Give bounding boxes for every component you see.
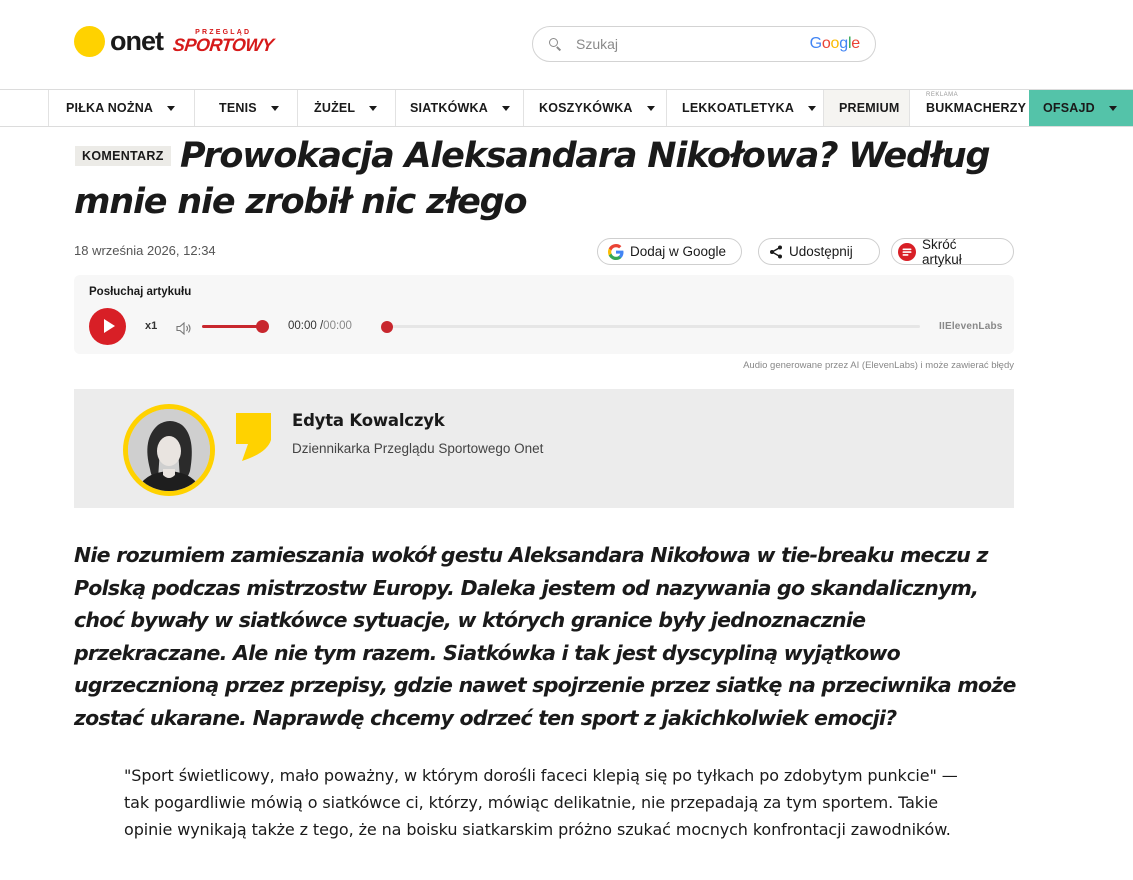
category-badge[interactable]: KOMENTARZ: [75, 146, 171, 166]
nav-item-siatkowka[interactable]: [395, 90, 523, 126]
author-name[interactable]: Edyta Kowalczyk: [292, 411, 445, 430]
add-google-label: Dodaj w Google: [630, 244, 727, 259]
audio-title: Posłuchaj artykułu: [89, 286, 192, 298]
volume-icon[interactable]: [176, 320, 192, 339]
przeglad-sportowy-logo[interactable]: [173, 29, 273, 54]
add-google-button[interactable]: [597, 238, 742, 265]
nav-item-label-wrap: [926, 92, 1027, 115]
chevron-down-icon: [369, 106, 377, 111]
volume-slider[interactable]: [202, 325, 264, 328]
site-header: [0, 0, 1133, 90]
nav-item-label: OFSAJD: [1043, 101, 1095, 115]
elevenlabs-logo: IIElevenLabs: [939, 321, 1003, 332]
time-display: 00:00 /00:00: [288, 320, 352, 332]
article-lead: Nie rozumiem zamieszania wokół gestu Aleksandara Nikołowa w tie-breaku meczu z Polską podczas mistrzostw Europy. Daleka jestem od nazywania go skandalicznym, choć bywały w siatkówce sytuacje, w których granice były jednoznacznie przekraczane. Ale nie tym razem. Siatkówka i tak jest dyscypliną wyjątkowo ugrzecznioną przez przepisy, gdzie nawet spojrzenie przez siatkę na przeciwnika może zostać ukarane. Naprawdę chcemy odrzeć ten sport z jakichkolwiek emocji?: [74, 543, 1016, 730]
author-role: Dziennikarka Przeglądu Sportowego Onet: [292, 441, 544, 456]
nav-item-label: TENIS: [219, 101, 257, 115]
nav-item-label: BUKMACHERZY: [926, 101, 1027, 115]
chevron-down-icon: [271, 106, 279, 111]
nav-item-bukmacherzy[interactable]: [909, 90, 1029, 126]
nav-item-lekkoatletyka[interactable]: [666, 90, 823, 126]
search-bar[interactable]: [532, 26, 876, 62]
article-paragraph: "Sport świetlicowy, mało poważny, w którym dorośli faceci klepią się po tyłkach po zdobytym punkcie" — tak pogardliwie mówią o siatkówce ci, którzy, mówiąc delikatnie, nie przepadają za tym sportem. Takie opinie wynikają także z tego, że na boisku siatkarskim próżno szukać mocnych konfrontacji zawodników.: [124, 766, 958, 839]
nav-item-label: KOSZYKÓWKA: [539, 101, 633, 115]
ps-logo-main: SPORTOWY: [171, 35, 275, 55]
nav-item-label: ŻUŻEL: [314, 101, 356, 115]
nav-item-pilka-nozna[interactable]: [48, 90, 194, 126]
onet-logo-dot: [74, 26, 105, 57]
progress-knob[interactable]: [381, 321, 393, 333]
chevron-down-icon: [502, 106, 510, 111]
search-input[interactable]: [576, 36, 776, 52]
nav-item-premium[interactable]: [823, 90, 909, 126]
duration: 00:00: [323, 320, 352, 332]
main-nav: [0, 89, 1133, 127]
onet-logo[interactable]: [74, 26, 273, 57]
nav-item-koszykowka[interactable]: [523, 90, 666, 126]
chevron-down-icon: [167, 106, 175, 111]
nav-item-ofsajd[interactable]: [1029, 90, 1133, 126]
nav-item-label: PREMIUM: [839, 101, 900, 115]
onet-logo-text: onet: [110, 26, 163, 56]
author-avatar[interactable]: [123, 404, 215, 496]
share-icon: [769, 245, 783, 259]
author-box: [74, 389, 1014, 508]
chevron-down-icon: [1109, 106, 1117, 111]
nav-item-zuzel[interactable]: [297, 90, 395, 126]
ps-logo-top: PRZEGLĄD: [195, 29, 252, 36]
google-logo: Google: [809, 35, 860, 52]
summary-icon: [898, 243, 916, 261]
search-icon: [549, 38, 561, 50]
chevron-down-icon: [647, 106, 655, 111]
nav-item-label: PIŁKA NOŻNA: [66, 101, 154, 115]
shorten-label: Skróć artykuł: [922, 236, 962, 267]
audio-player: [74, 275, 1014, 354]
author-photo: [128, 409, 210, 491]
chevron-down-icon: [808, 106, 816, 111]
share-button[interactable]: [758, 238, 880, 265]
share-label: Udostępnij: [789, 244, 853, 259]
shorten-article-button[interactable]: [891, 238, 1014, 265]
comment-quote-icon: [236, 413, 271, 465]
play-button[interactable]: [89, 308, 126, 345]
playback-speed-button[interactable]: x1: [145, 320, 158, 332]
article-title: Prowokacja Aleksandara Nikołowa? Według mnie nie zrobił nic złego: [74, 136, 990, 222]
progress-bar[interactable]: [381, 325, 920, 328]
ad-label: REKLAMA: [926, 92, 959, 98]
publish-date: 18 września 2026, 12:34: [74, 243, 216, 258]
google-g-icon: [608, 244, 624, 260]
ai-audio-note: Audio generowane przez AI (ElevenLabs) i może zawierać błędy: [743, 360, 1014, 371]
nav-item-label: SIATKÓWKA: [410, 101, 488, 115]
nav-item-tenis[interactable]: [194, 90, 297, 126]
current-time: 00:00: [288, 320, 317, 332]
nav-item-label: LEKKOATLETYKA: [682, 101, 795, 115]
